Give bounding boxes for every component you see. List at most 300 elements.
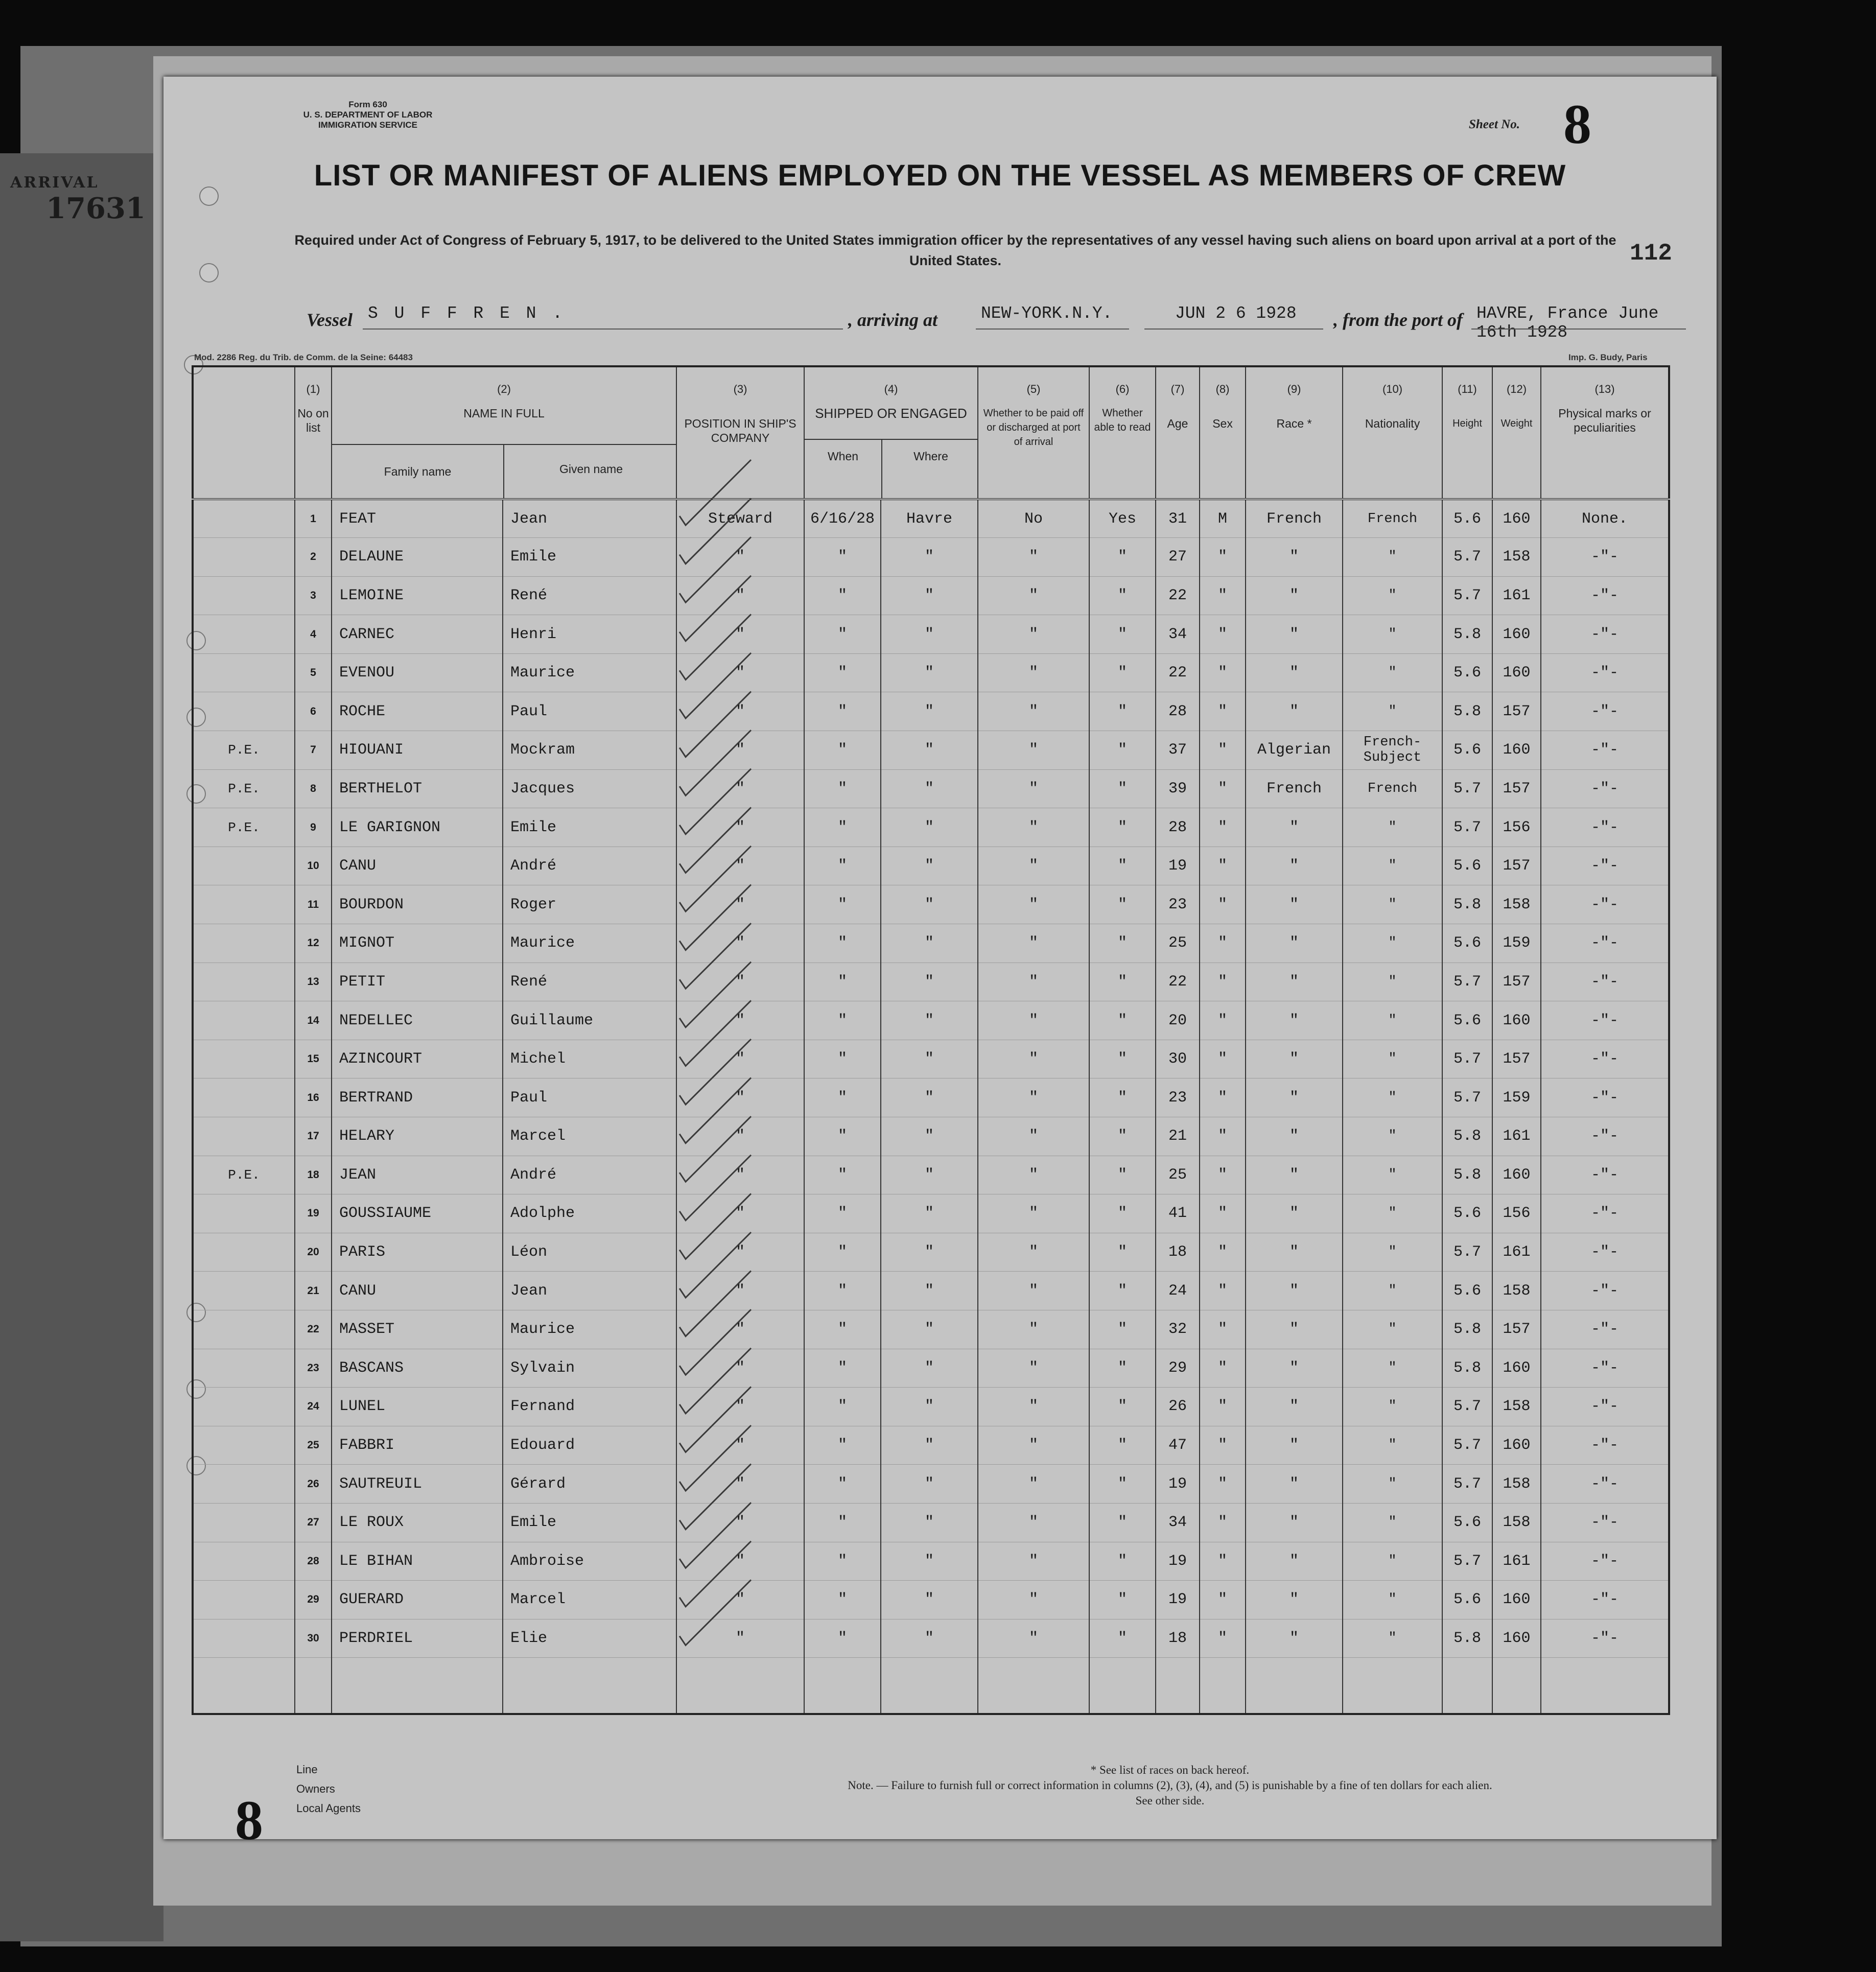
shipped-when-cell: " [804,924,881,963]
family-name-cell: LE BIHAN [332,1542,503,1581]
shipped-where-cell: " [881,1465,978,1504]
given-name-cell: Emile [503,538,676,577]
given-name-cell: Emile [503,808,676,847]
table-row [193,1581,1669,1619]
shipped-where-cell: " [881,1581,978,1619]
position-cell: " [676,1465,804,1504]
header-where: Where [913,450,948,463]
race-cell: " [1246,692,1343,731]
position-cell: " [676,847,804,885]
weight-cell: 159 [1492,924,1541,963]
height-cell: 5.6 [1442,1581,1492,1619]
weight-cell: 157 [1492,847,1541,885]
family-name-cell: JEAN [332,1156,503,1194]
row-number-cell: 29 [295,1581,332,1619]
weight-cell: 157 [1492,692,1541,731]
family-name-cell: LEMOINE [332,576,503,615]
row-number-cell: 14 [295,1001,332,1040]
race-cell: " [1246,1272,1343,1310]
race-cell: " [1246,615,1343,654]
given-name-cell: Sylvain [503,1349,676,1388]
age-cell: 22 [1156,653,1200,692]
sex-cell: " [1200,1001,1246,1040]
shipped-when-cell: " [804,731,881,770]
given-name-cell: Marcel [503,1117,676,1156]
given-name-cell: Jean [503,499,676,538]
weight-cell: 161 [1492,1542,1541,1581]
position-cell: " [676,808,804,847]
row-mark-cell [193,1388,295,1426]
table-row [193,1272,1669,1310]
sex-cell: " [1200,1426,1246,1465]
height-cell: 5.8 [1442,615,1492,654]
row-number-cell: 11 [295,885,332,924]
row-number-cell: 1 [295,499,332,538]
shipped-when-cell: " [804,1503,881,1542]
shipped-when-cell: " [804,653,881,692]
table-row [193,1503,1669,1542]
age-cell: 23 [1156,1078,1200,1117]
nationality-cell: " [1343,1619,1442,1658]
given-name-cell: Henri [503,615,676,654]
family-name-cell: CARNEC [332,615,503,654]
row-number-cell: 5 [295,653,332,692]
given-name-cell: Michel [503,1040,676,1078]
header-mark [193,366,295,499]
family-name-cell: LUNEL [332,1388,503,1426]
able-to-read-cell: Yes [1089,499,1156,538]
race-cell: " [1246,1040,1343,1078]
shipped-when-cell: " [804,1233,881,1272]
paid-off-cell: No [978,499,1089,538]
header-when: When [827,450,859,463]
height-cell: 5.7 [1442,1542,1492,1581]
height-cell: 5.7 [1442,1465,1492,1504]
table-row [193,1349,1669,1388]
age-cell: 34 [1156,615,1200,654]
sex-cell: " [1200,538,1246,577]
paid-off-cell: " [978,653,1089,692]
nationality-cell: " [1343,1310,1442,1349]
position-cell: " [676,1619,804,1658]
paid-off-cell: " [978,1194,1089,1233]
paid-off-cell: " [978,1619,1089,1658]
table-row [193,731,1669,770]
shipped-where-cell: " [881,653,978,692]
position-cell: " [676,1078,804,1117]
sex-cell: " [1200,769,1246,808]
family-name-cell: MIGNOT [332,924,503,963]
family-name-cell: FABBRI [332,1426,503,1465]
shipped-where-cell: " [881,1194,978,1233]
able-to-read-cell: " [1089,1388,1156,1426]
family-name-cell: BOURDON [332,885,503,924]
height-cell: 5.7 [1442,1040,1492,1078]
row-mark-cell [193,692,295,731]
shipped-when-cell: " [804,1272,881,1310]
row-number-cell: 12 [295,924,332,963]
shipped-when-cell: " [804,1349,881,1388]
physical-marks-cell: -"- [1541,1194,1669,1233]
service-name: IMMIGRATION SERVICE [318,120,417,130]
row-mark-cell [193,847,295,885]
nationality-cell: " [1343,1272,1442,1310]
nationality-cell: " [1343,924,1442,963]
page-title: LIST OR MANIFEST OF ALIENS EMPLOYED ON THE VESSEL AS MEMBERS OF CREW [314,159,1566,192]
age-cell: 20 [1156,1001,1200,1040]
shipped-when-cell: " [804,1078,881,1117]
sheet-number: 8 [1563,93,1591,155]
penalty-note: Note. — Failure to furnish full or correct information in columns (2), (3), (4), and (5) is punishable by a fine of ten dollars for each alien. [848,1779,1492,1792]
row-mark-cell: P.E. [193,808,295,847]
age-cell: 18 [1156,1619,1200,1658]
shipped-when-cell: " [804,1194,881,1233]
shipped-when-cell: " [804,1426,881,1465]
race-cell: " [1246,1426,1343,1465]
position-cell: " [676,1001,804,1040]
physical-marks-cell: -"- [1541,615,1669,654]
row-number-cell: 8 [295,769,332,808]
header-age: (7) Age [1156,366,1200,499]
height-cell: 5.8 [1442,885,1492,924]
row-number-cell: 28 [295,1542,332,1581]
weight-cell: 160 [1492,1619,1541,1658]
sex-cell: " [1200,885,1246,924]
weight-cell: 160 [1492,1156,1541,1194]
weight-cell: 157 [1492,962,1541,1001]
age-cell: 25 [1156,924,1200,963]
row-number-cell: 30 [295,1619,332,1658]
nationality-cell: " [1343,1040,1442,1078]
shipped-when-cell: " [804,1117,881,1156]
shipped-where-cell: " [881,1426,978,1465]
table-row [193,1233,1669,1272]
form-number: Form 630 [348,100,387,109]
paid-off-cell: " [978,615,1089,654]
race-cell: " [1246,1001,1343,1040]
shipped-when-cell: " [804,1465,881,1504]
weight-cell: 156 [1492,1194,1541,1233]
family-name-cell: LE ROUX [332,1503,503,1542]
nationality-cell: " [1343,538,1442,577]
weight-cell: 161 [1492,1233,1541,1272]
weight-cell: 158 [1492,1272,1541,1310]
physical-marks-cell: -"- [1541,653,1669,692]
row-mark-cell [193,1194,295,1233]
paid-off-cell: " [978,1272,1089,1310]
header-no-on-list: (1) No on list [295,366,332,499]
vessel-label: Vessel [307,310,353,330]
physical-marks-cell: -"- [1541,924,1669,963]
age-cell: 39 [1156,769,1200,808]
height-cell: 5.6 [1442,731,1492,770]
paid-off-cell: " [978,769,1089,808]
shipped-when-cell: " [804,1310,881,1349]
crew-manifest-table [192,365,1670,1715]
nationality-cell: " [1343,1581,1442,1619]
row-number-cell: 23 [295,1349,332,1388]
underline [363,328,843,330]
physical-marks-cell: -"- [1541,1619,1669,1658]
shipped-when-cell: " [804,1040,881,1078]
physical-marks-cell: -"- [1541,1465,1669,1504]
race-cell: " [1246,1581,1343,1619]
shipped-when-cell: " [804,847,881,885]
family-name-cell: HELARY [332,1117,503,1156]
height-cell: 5.7 [1442,1078,1492,1117]
nationality-cell: French-Subject [1343,731,1442,770]
able-to-read-cell: " [1089,538,1156,577]
physical-marks-cell: -"- [1541,692,1669,731]
underline [1471,328,1686,330]
arrival-stamp [10,174,179,240]
weight-cell: 157 [1492,769,1541,808]
position-cell: " [676,1117,804,1156]
given-name-cell: Léon [503,1233,676,1272]
physical-marks-cell: -"- [1541,769,1669,808]
family-name-cell: LE GARIGNON [332,808,503,847]
footer-note [761,1763,1579,1809]
table-row [193,769,1669,808]
position-cell: Steward [676,499,804,538]
shipped-where-cell: " [881,1078,978,1117]
race-cell: " [1246,653,1343,692]
physical-marks-cell: -"- [1541,1503,1669,1542]
able-to-read-cell: " [1089,962,1156,1001]
physical-marks-cell: None. [1541,499,1669,538]
sex-cell: " [1200,1040,1246,1078]
sex-cell: " [1200,1349,1246,1388]
given-name-cell: Ambroise [503,1542,676,1581]
able-to-read-cell: " [1089,1310,1156,1349]
table-row [193,1388,1669,1426]
shipped-when-cell: 6/16/28 [804,499,881,538]
shipped-where-cell: " [881,576,978,615]
given-name-cell: René [503,576,676,615]
position-cell: " [676,1040,804,1078]
manifest-page [163,77,1717,1851]
row-number-cell: 19 [295,1194,332,1233]
paid-off-cell: " [978,1349,1089,1388]
sex-cell: " [1200,1194,1246,1233]
table-row [193,499,1669,538]
shipped-where-cell: " [881,1040,978,1078]
paid-off-cell: " [978,1001,1089,1040]
sex-cell: " [1200,1465,1246,1504]
given-name-cell: André [503,847,676,885]
physical-marks-cell: -"- [1541,1117,1669,1156]
shipped-when-cell: " [804,808,881,847]
given-name-cell: Roger [503,885,676,924]
able-to-read-cell: " [1089,576,1156,615]
race-cell: " [1246,1349,1343,1388]
sex-cell: " [1200,1272,1246,1310]
weight-cell: 158 [1492,538,1541,577]
given-name-cell: Fernand [503,1388,676,1426]
physical-marks-cell: -"- [1541,1001,1669,1040]
shipped-when-cell: " [804,885,881,924]
weight-cell: 160 [1492,499,1541,538]
underline [1144,328,1323,330]
age-cell: 19 [1156,1542,1200,1581]
form-identifier [266,100,470,130]
age-cell: 22 [1156,962,1200,1001]
header-given-name: Given name [559,462,623,476]
table-row [193,1001,1669,1040]
age-cell: 23 [1156,885,1200,924]
shipped-where-cell: " [881,1503,978,1542]
race-cell: Algerian [1246,731,1343,770]
table-row [193,885,1669,924]
age-cell: 25 [1156,1156,1200,1194]
row-number-cell: 17 [295,1117,332,1156]
table-row [193,924,1669,963]
row-number-cell: 10 [295,847,332,885]
shipped-where-cell: " [881,847,978,885]
shipped-when-cell: " [804,538,881,577]
footer-line-label: Line [296,1763,318,1776]
given-name-cell: Marcel [503,1581,676,1619]
age-cell: 27 [1156,538,1200,577]
nationality-cell: French [1343,499,1442,538]
race-cell: " [1246,1465,1343,1504]
punch-hole [199,263,219,283]
family-name-cell: GOUSSIAUME [332,1194,503,1233]
height-cell: 5.8 [1442,692,1492,731]
physical-marks-cell: -"- [1541,576,1669,615]
weight-cell: 156 [1492,808,1541,847]
vessel-name: S U F F R E N . [368,304,566,323]
family-name-cell: SAUTREUIL [332,1465,503,1504]
position-cell: " [676,692,804,731]
paid-off-cell: " [978,924,1089,963]
paid-off-cell: " [978,1542,1089,1581]
position-cell: " [676,1581,804,1619]
shipped-where-cell: " [881,692,978,731]
race-cell: " [1246,1503,1343,1542]
row-mark-cell [193,1503,295,1542]
position-cell: " [676,653,804,692]
given-name-cell: Paul [503,692,676,731]
family-name-cell: MASSET [332,1310,503,1349]
paid-off-cell: " [978,538,1089,577]
header-nationality: (10) Nationality [1343,366,1442,499]
position-cell: " [676,1233,804,1272]
footer-local-agents-label: Local Agents [296,1802,361,1815]
shipped-where-cell: " [881,1117,978,1156]
paid-off-cell: " [978,1388,1089,1426]
weight-cell: 161 [1492,576,1541,615]
row-number-cell: 15 [295,1040,332,1078]
height-cell: 5.8 [1442,1156,1492,1194]
physical-marks-cell: -"- [1541,1233,1669,1272]
age-cell: 21 [1156,1117,1200,1156]
row-mark-cell [193,538,295,577]
paid-off-cell: " [978,1233,1089,1272]
able-to-read-cell: " [1089,731,1156,770]
nationality-cell: " [1343,1078,1442,1117]
row-number-cell: 16 [295,1078,332,1117]
nationality-cell: " [1343,1001,1442,1040]
family-name-cell: PERDRIEL [332,1619,503,1658]
physical-marks-cell: -"- [1541,538,1669,577]
background-sheet-left [0,153,163,1941]
nationality-cell: " [1343,885,1442,924]
shipped-where-cell: " [881,1310,978,1349]
row-number-cell: 4 [295,615,332,654]
age-cell: 29 [1156,1349,1200,1388]
page-number: 112 [1630,240,1672,267]
given-name-cell: André [503,1156,676,1194]
sex-cell: " [1200,1542,1246,1581]
position-cell: " [676,1426,804,1465]
print-reference: Mod. 2286 Reg. du Trib. de Comm. de la Seine: 64483 [194,353,413,362]
position-cell: " [676,1156,804,1194]
row-mark-cell [193,1078,295,1117]
family-name-cell: CANU [332,847,503,885]
position-cell: " [676,1272,804,1310]
shipped-where-cell: " [881,962,978,1001]
nationality-cell: " [1343,1426,1442,1465]
row-number-cell: 6 [295,692,332,731]
sex-cell: " [1200,924,1246,963]
table-row [193,962,1669,1001]
shipped-when-cell: " [804,615,881,654]
position-cell: " [676,1349,804,1388]
given-name-cell: Mockram [503,731,676,770]
family-name-cell: DELAUNE [332,538,503,577]
given-name-cell: Maurice [503,924,676,963]
given-name-cell: Paul [503,1078,676,1117]
height-cell: 5.7 [1442,1388,1492,1426]
age-cell: 18 [1156,1233,1200,1272]
weight-cell: 160 [1492,1581,1541,1619]
position-cell: " [676,1388,804,1426]
row-mark-cell [193,576,295,615]
table-row [193,1465,1669,1504]
shipped-where-cell: " [881,731,978,770]
row-mark-cell: P.E. [193,731,295,770]
given-name-cell: Adolphe [503,1194,676,1233]
physical-marks-cell: -"- [1541,1581,1669,1619]
paid-off-cell: " [978,1465,1089,1504]
able-to-read-cell: " [1089,1542,1156,1581]
height-cell: 5.7 [1442,576,1492,615]
race-cell: " [1246,1078,1343,1117]
nationality-cell: " [1343,1465,1442,1504]
given-name-cell: Maurice [503,653,676,692]
able-to-read-cell: " [1089,1233,1156,1272]
row-mark-cell [193,924,295,963]
arriving-port: NEW-YORK.N.Y. [981,304,1113,323]
sex-cell: " [1200,1233,1246,1272]
age-cell: 19 [1156,847,1200,885]
height-cell: 5.6 [1442,1001,1492,1040]
shipped-when-cell: " [804,1156,881,1194]
age-cell: 26 [1156,1388,1200,1426]
given-name-cell: Emile [503,1503,676,1542]
weight-cell: 157 [1492,1040,1541,1078]
height-cell: 5.6 [1442,653,1492,692]
given-name-cell: Guillaume [503,1001,676,1040]
height-cell: 5.7 [1442,962,1492,1001]
physical-marks-cell: -"- [1541,731,1669,770]
nationality-cell: " [1343,615,1442,654]
race-note: * See list of races on back hereof. [1090,1764,1250,1776]
paid-off-cell: " [978,1426,1089,1465]
sex-cell: " [1200,653,1246,692]
given-name-cell: Jacques [503,769,676,808]
